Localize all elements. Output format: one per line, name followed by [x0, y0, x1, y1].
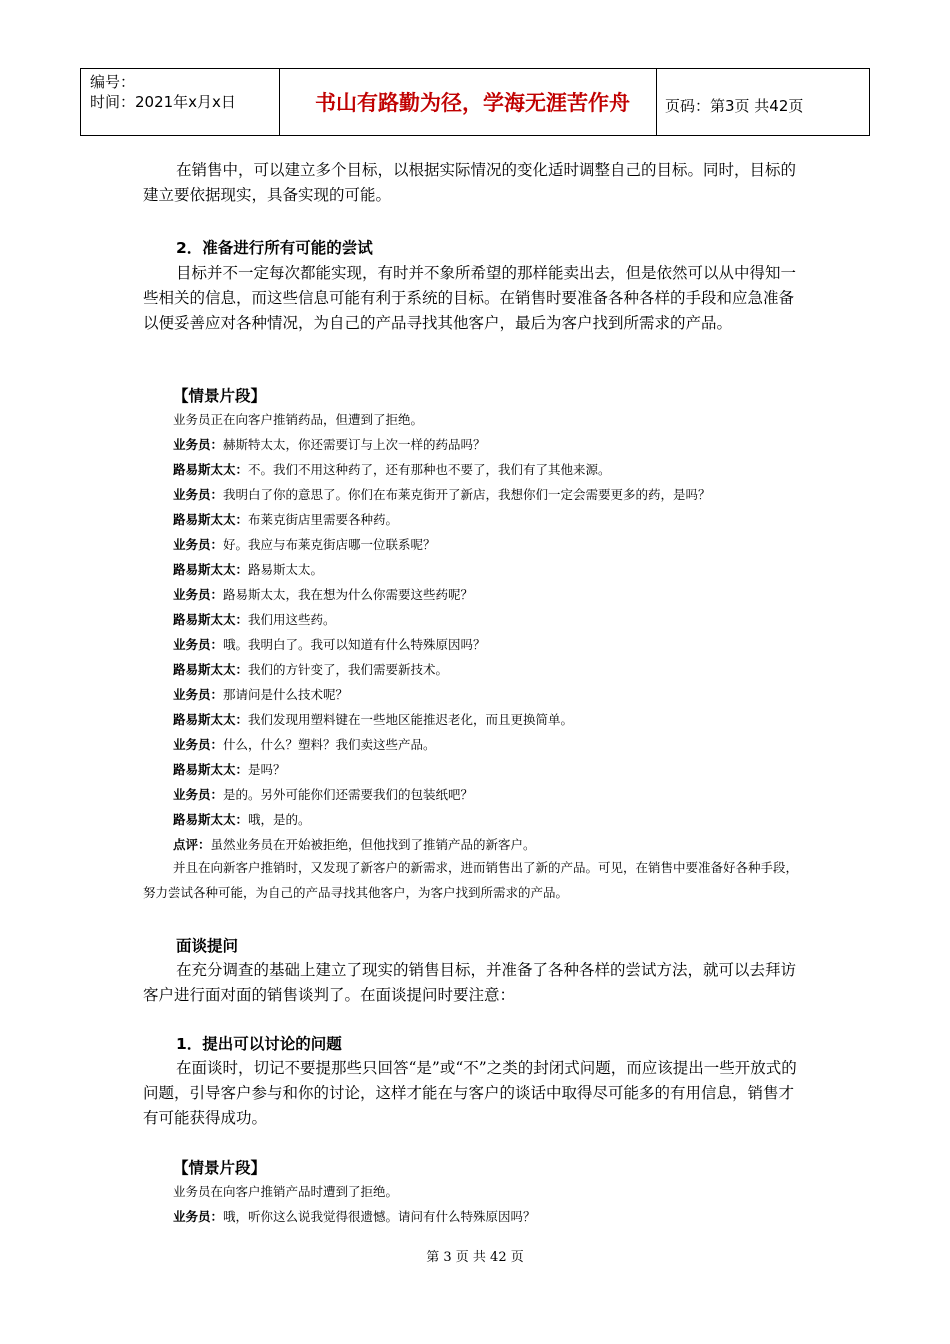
dialog-speaker: 路易斯太太：: [173, 762, 249, 777]
dialog-speaker: 业务员：: [173, 637, 224, 652]
dialog-speaker: 路易斯太太：: [173, 462, 249, 477]
dialog-text: 路易斯太太。: [248, 562, 324, 577]
dialog-text: 赫斯特太太，你还需要订与上次一样的药品吗？: [223, 437, 486, 452]
dialog-text: 路易斯太太，我在想为什么你需要这些药呢？: [223, 587, 474, 602]
header-table: [80, 68, 870, 136]
dialog-speaker: 路易斯太太：: [173, 512, 249, 527]
comment-continuation: 并且在向新客户推销时，又发现了新客户的新需求，进而销售出了新的产品。可见，在销售中要准备好各种手段，努力尝试各种可能，为自己的产品寻找其他客户，为客户找到所需求的产品。: [143, 860, 799, 900]
paragraph-3: 在充分调查的基础上建立了现实的销售目标，并准备了各种各样的尝试方法，就可以去拜访客户进行面对面的销售谈判了。在面谈提问时要注意：: [143, 961, 797, 1004]
header-divider: [279, 69, 280, 135]
section-title: 面谈提问: [176, 937, 239, 955]
dialog-text: 是的。另外可能你们还需要我们的包装纸吧？: [223, 787, 474, 802]
dialog-speaker: 业务员：: [173, 437, 224, 452]
dialog-speaker: 路易斯太太：: [173, 612, 249, 627]
dialog-line: [173, 436, 486, 454]
heading-3: 1．提出可以讨论的问题: [176, 1035, 342, 1053]
dialog-line: [173, 786, 473, 804]
dialog-speaker: 业务员：: [173, 787, 224, 802]
dialog-speaker: 路易斯太太：: [173, 562, 249, 577]
dialog-line: [173, 686, 348, 704]
dialog-line: [173, 536, 436, 554]
dialog-speaker: 路易斯太太：: [173, 712, 249, 727]
dialog-text: 哦。我明白了。我可以知道有什么特殊原因吗？: [223, 637, 486, 652]
dialog-speaker: 业务员：: [173, 1209, 224, 1224]
dialog-speaker: 路易斯太太：: [173, 812, 249, 827]
dialog-text: 虽然业务员在开始被拒绝，但他找到了推销产品的新客户。: [210, 837, 536, 852]
dialog-speaker: 点评：: [173, 837, 211, 852]
dialog-speaker: 路易斯太太：: [173, 662, 249, 677]
scene-1-title: 【情景片段】: [173, 387, 267, 405]
dialog-text: 不。我们不用这种药了，还有那种也不要了，我们有了其他来源。: [248, 462, 611, 477]
paragraph-1: 在销售中，可以建立多个目标，以根据实际情况的变化适时调整自己的目标。同时，目标的建立要依据现实，具备实现的可能。: [143, 161, 797, 204]
dialog-speaker: 业务员：: [173, 737, 224, 752]
dialog-text: 布莱克街店里需要各种药。: [248, 512, 399, 527]
scene-2-intro: 业务员在向客户推销产品时遭到了拒绝。: [173, 1184, 399, 1199]
header-page-label: 页码：第3页 共42页: [665, 97, 804, 115]
dialog-text: 我们发现用塑料键在一些地区能推迟老化，而且更换简单。: [248, 712, 574, 727]
dialog-speaker: 业务员：: [173, 587, 224, 602]
time-label: 时间：2021年x月x日: [90, 93, 236, 111]
dialog-speaker: 业务员：: [173, 537, 224, 552]
page-footer: 第 3 页 共 42 页: [426, 1250, 524, 1265]
dialog-text: 我们用这些药。: [248, 612, 336, 627]
dialog-text: 什么，什么？塑料？我们卖这些产品。: [223, 737, 436, 752]
dialog-line: [173, 611, 336, 629]
paragraph-2: 目标并不一定每次都能实现，有时并不象所希望的那样能卖出去，但是依然可以从中得知一些相关的信息，而这些信息可能有利于系统的目标。在销售时要准备各种各样的手段和应急准备以便妥善应对各种情况，为自己的产品寻找其他客户，最后为客户找到所需求的产品。: [143, 264, 797, 332]
header-divider: [80, 69, 81, 135]
dialog-line: [173, 761, 286, 779]
dialog-text: 哦，听你这么说我觉得很遗憾。请问有什么特殊原因吗？: [223, 1209, 536, 1224]
dialog-text: 是吗？: [248, 762, 286, 777]
heading-2: 2．准备进行所有可能的尝试: [176, 239, 373, 257]
paragraph-4: 在面谈时，切记不要提那些只回答“是”或“不”之类的封闭式问题，而应该提出一些开放式的问题，引导客户参与和你的讨论，这样才能在与客户的谈话中取得尽可能多的有用信息，销售才有可能获得成功。: [143, 1059, 797, 1127]
dialog-line: [173, 736, 436, 754]
dialog-line: [173, 486, 711, 504]
dialog-line: [173, 511, 398, 529]
dialog-line: [173, 586, 473, 604]
dialog-line: [173, 836, 536, 854]
header-divider: [869, 69, 870, 135]
dialog-text: 我们的方针变了，我们需要新技术。: [248, 662, 449, 677]
dialog-text: 那请问是什么技术呢？: [223, 687, 349, 702]
dialog-line: [173, 561, 323, 579]
header-left: [90, 72, 236, 112]
dialog-text: 我明白了你的意思了。你们在布莱克街开了新店，我想你们一定会需要更多的药，是吗？: [223, 487, 711, 502]
dialog-speaker: 业务员：: [173, 687, 224, 702]
dialog-text: 好。我应与布莱克街店哪一位联系呢？: [223, 537, 436, 552]
dialog-speaker: 业务员：: [173, 487, 224, 502]
dialog-line: [173, 1208, 536, 1226]
scene-1-intro: 业务员正在向客户推销药品，但遭到了拒绝。: [173, 412, 424, 427]
header-motto: 书山有路勤为径，学海无涯苦作舟: [315, 91, 630, 115]
dialog-line: [173, 461, 611, 479]
number-label: 编号：: [90, 73, 136, 91]
dialog-line: [173, 636, 486, 654]
dialog-line: [173, 711, 573, 729]
dialog-line: [173, 661, 448, 679]
dialog-line: [173, 811, 311, 829]
dialog-text: 哦，是的。: [248, 812, 311, 827]
scene-2-title: 【情景片段】: [173, 1159, 267, 1177]
